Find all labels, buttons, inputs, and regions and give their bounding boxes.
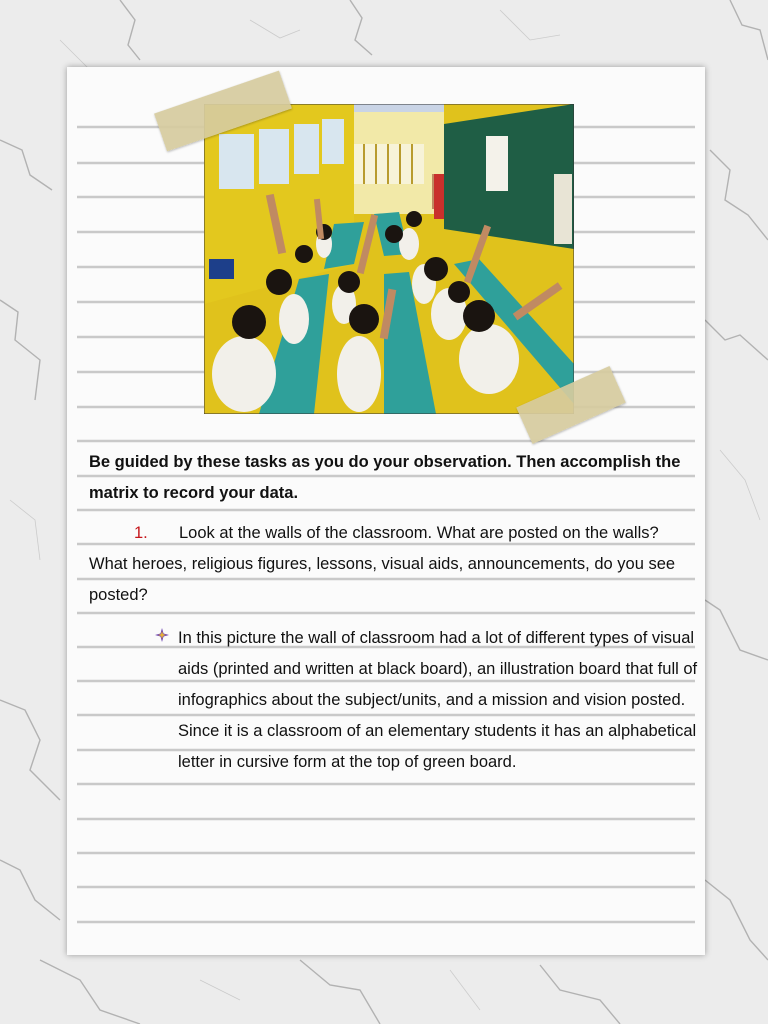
answer-text: In this picture the wall of classroom had a lot of different types of visual aids (printed and written at black board), an illustration board that full of infographics about the subject/units, and a mission and vision posted. Since it is a classroom of an elementary students it has an alphabetical letter in cursive form at the top of green board. [178, 629, 698, 771]
task-number: 1. [134, 524, 148, 542]
task-item [89, 518, 699, 611]
instructions-heading: Be guided by these tasks as you do your observation. Then accomplish the matrix to record your data. [89, 453, 681, 502]
four-point-star-bullet-icon [155, 628, 169, 642]
notebook-page [67, 67, 705, 955]
task-text: Look at the walls of the classroom. What are posted on the walls? What heroes, religious figures, lessons, visual aids, announcements, do you see posted? [89, 524, 676, 604]
classroom-photo [204, 104, 574, 414]
